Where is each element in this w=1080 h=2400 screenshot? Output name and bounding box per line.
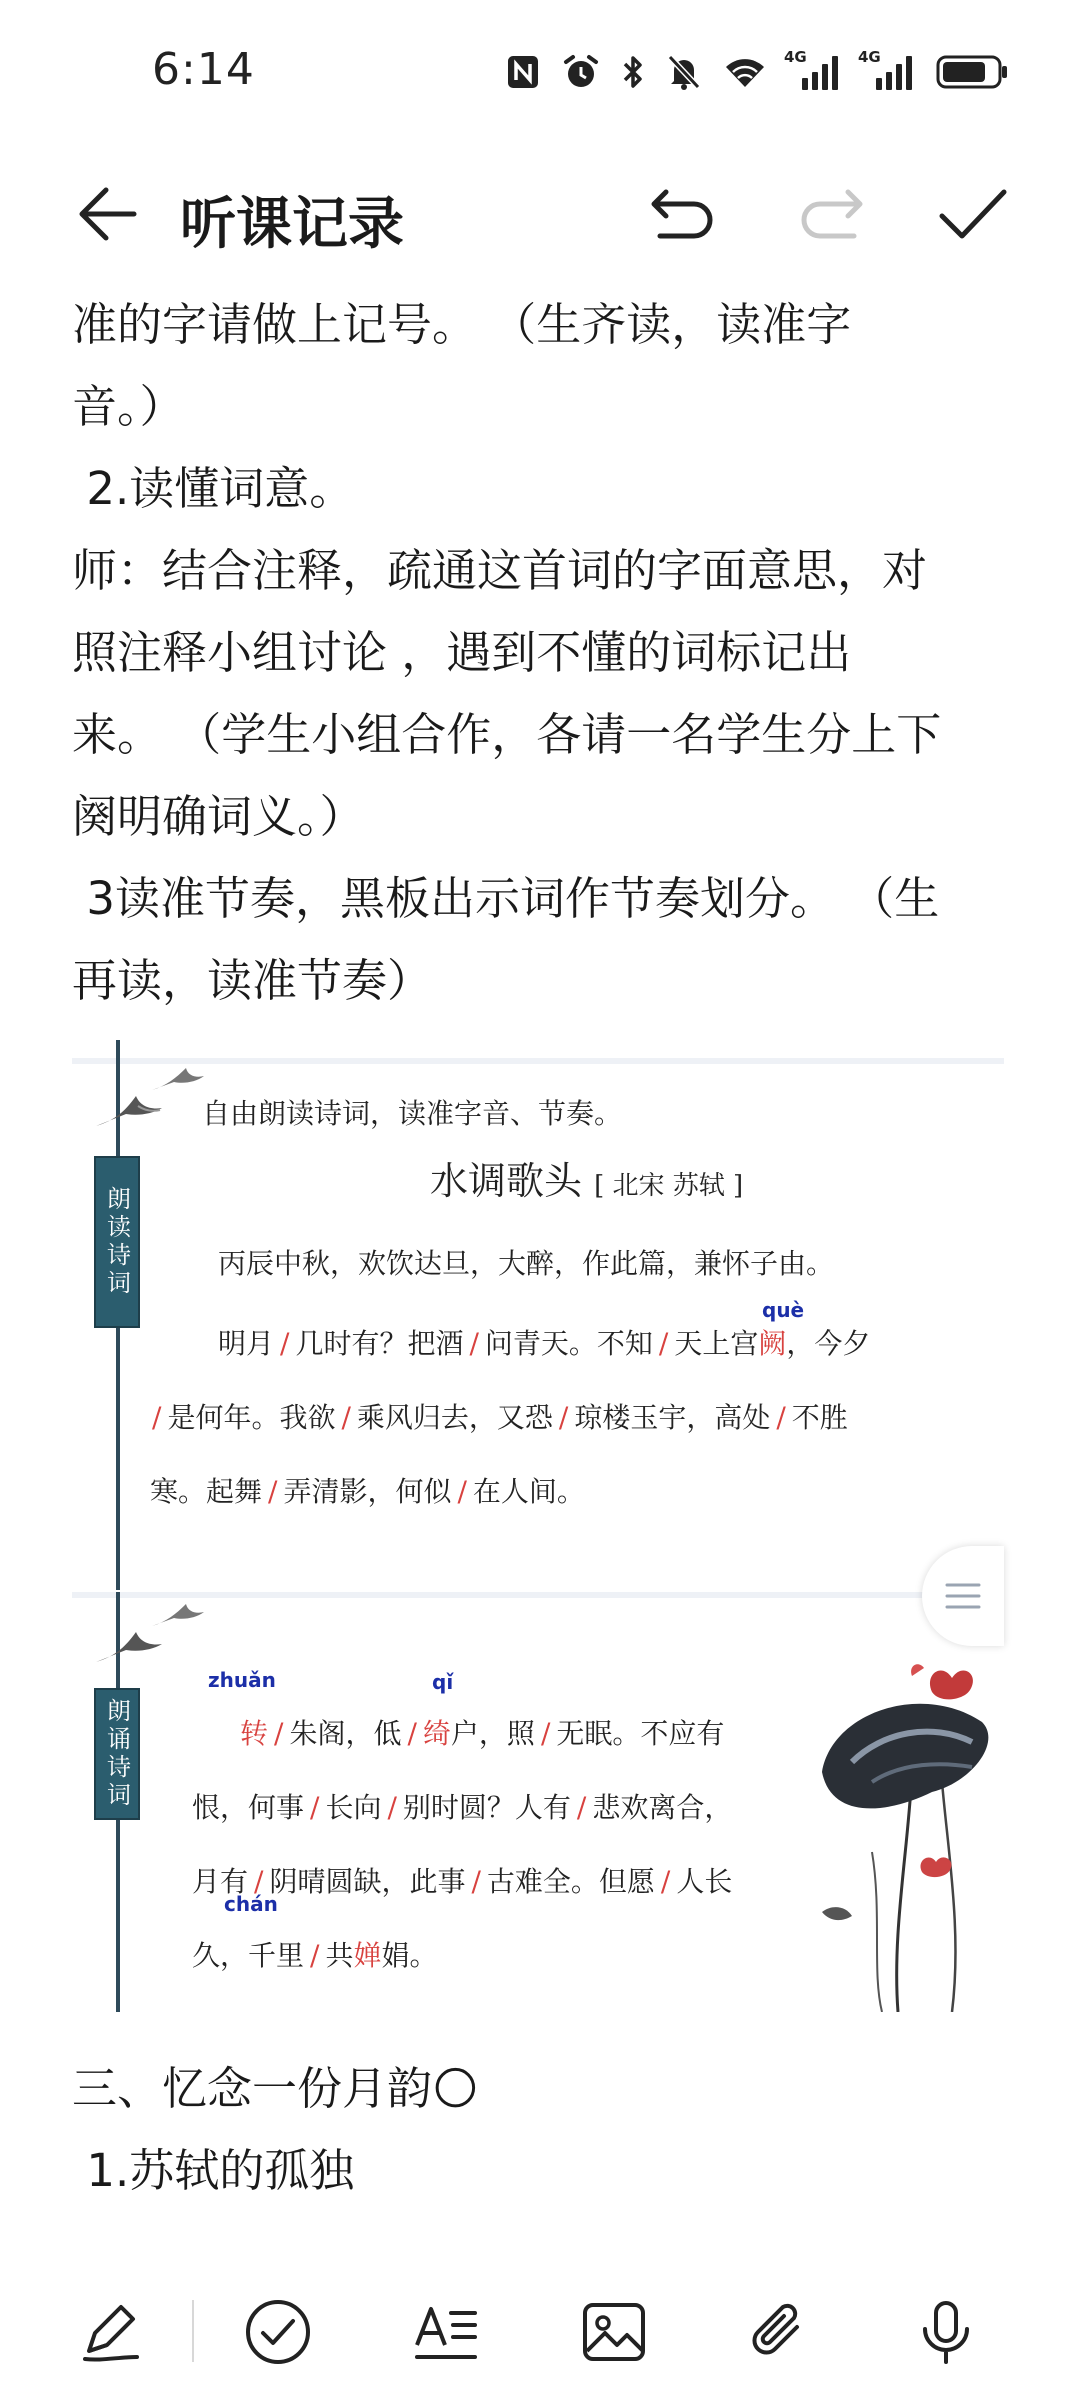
insert-image-button[interactable] [574, 2292, 654, 2372]
image-top-rule [72, 1058, 1004, 1064]
status-bar [0, 0, 1080, 140]
note-header [0, 150, 1080, 280]
pinyin-annotation: chán [224, 1892, 278, 1916]
handwriting-button[interactable] [70, 2292, 150, 2372]
poem-line: 寒。起舞 / 弄清影，何似 / 在人间。 [150, 1475, 585, 1508]
pinyin-annotation: què [762, 1298, 805, 1322]
side-tab-reading: 朗读诗词 [94, 1156, 140, 1328]
signal-icon: 4G [788, 54, 840, 90]
pen-icon [75, 2297, 145, 2367]
poem-image-recital[interactable] [72, 1592, 1004, 2012]
redo-button[interactable] [792, 182, 868, 246]
undo-icon [646, 182, 722, 246]
toolbar-divider [192, 2300, 194, 2362]
editor-toolbar [0, 2260, 1080, 2400]
battery-icon [936, 54, 1010, 90]
note-body-continued[interactable] [72, 2048, 1012, 2212]
poem-instruction: 自由朗读诗词，读准字音、节奏。 [202, 1097, 623, 1130]
done-button[interactable] [934, 180, 1010, 250]
check-icon [934, 180, 1010, 250]
swallow-birds-icon [92, 1066, 212, 1136]
bluetooth-icon [622, 53, 644, 91]
attachment-button[interactable] [740, 2292, 820, 2372]
swallow-birds-icon [92, 1602, 212, 1672]
nfc-icon [506, 54, 540, 90]
checklist-button[interactable] [238, 2292, 318, 2372]
poem-line: 恨，何事 / 长向 / 别时圆？人有 / 悲欢离合， [192, 1791, 733, 1824]
image-icon [579, 2297, 649, 2367]
pinyin-annotation: zhuǎn [208, 1668, 276, 1692]
note-paragraph: 准的字请做上记号。 （生齐读，读准字 音。） [72, 298, 852, 433]
alarm-icon [562, 53, 600, 91]
wifi-icon [724, 55, 766, 89]
text-format-icon [411, 2297, 481, 2367]
poem-image-reading[interactable] [72, 1040, 1004, 1590]
note-paragraph: 3读准节奏，黑板出示词作节奏划分。 （生 再读，读准节奏） [72, 872, 940, 1007]
note-body[interactable] [72, 284, 1012, 1022]
page-title: 听课记录 [180, 192, 404, 257]
poem-preface: 丙辰中秋，欢饮达旦，大醉，作此篇，兼怀子由。 [218, 1247, 835, 1280]
poem-title: 水调歌头 [ 北宋 苏轼 ] [430, 1159, 744, 1203]
section-heading: 三、忆念一份月韵🌕 [72, 2062, 479, 2115]
microphone-icon [911, 2297, 981, 2367]
poem-line: 明月 / 几时有？把酒 / 问青天。不知 / 天上宫阙，今夕 [218, 1327, 871, 1360]
menu-lines-icon [945, 1581, 981, 1611]
note-paragraph: 1.苏轼的孤独 [72, 2144, 355, 2197]
poem-line: 久，千里 / 共婵娟。 [192, 1939, 438, 1972]
image-top-rule [72, 1592, 1004, 1598]
status-time: 6:14 [152, 44, 255, 95]
poem-line: 月有 / 阴晴圆缺，此事 / 古难全。但愿 / 人长 [192, 1865, 733, 1898]
arrow-left-icon [76, 184, 140, 244]
status-icons [506, 48, 1010, 96]
mute-icon [666, 53, 702, 91]
back-button[interactable] [72, 178, 144, 250]
undo-button[interactable] [646, 182, 722, 246]
text-format-button[interactable] [406, 2292, 486, 2372]
redo-icon [792, 182, 868, 246]
side-tab-recital: 朗诵诗词 [94, 1688, 140, 1820]
signal-icon: 4G [862, 54, 914, 90]
note-paragraph: 2.读懂词意。 师：结合注释，疏通这首词的字面意思，对 照注释小组讨论 ，遇到不懂的词标记出 来。 （学生小组合作，各请一名学生分上下 阕明确词义。） [72, 462, 942, 843]
pinyin-annotation: qǐ [432, 1670, 454, 1694]
poem-line: / 是何年。我欲 / 乘风归去，又恐 / 琼楼玉宇，高处 / 不胜 [152, 1401, 848, 1434]
poem-line: 转 / 朱阁，低 / 绮户，照 / 无眠。不应有 [240, 1717, 725, 1750]
lotus-painting-icon [812, 1652, 1002, 2012]
checklist-icon [243, 2297, 313, 2367]
attachment-icon [745, 2297, 815, 2367]
voice-input-button[interactable] [906, 2292, 986, 2372]
